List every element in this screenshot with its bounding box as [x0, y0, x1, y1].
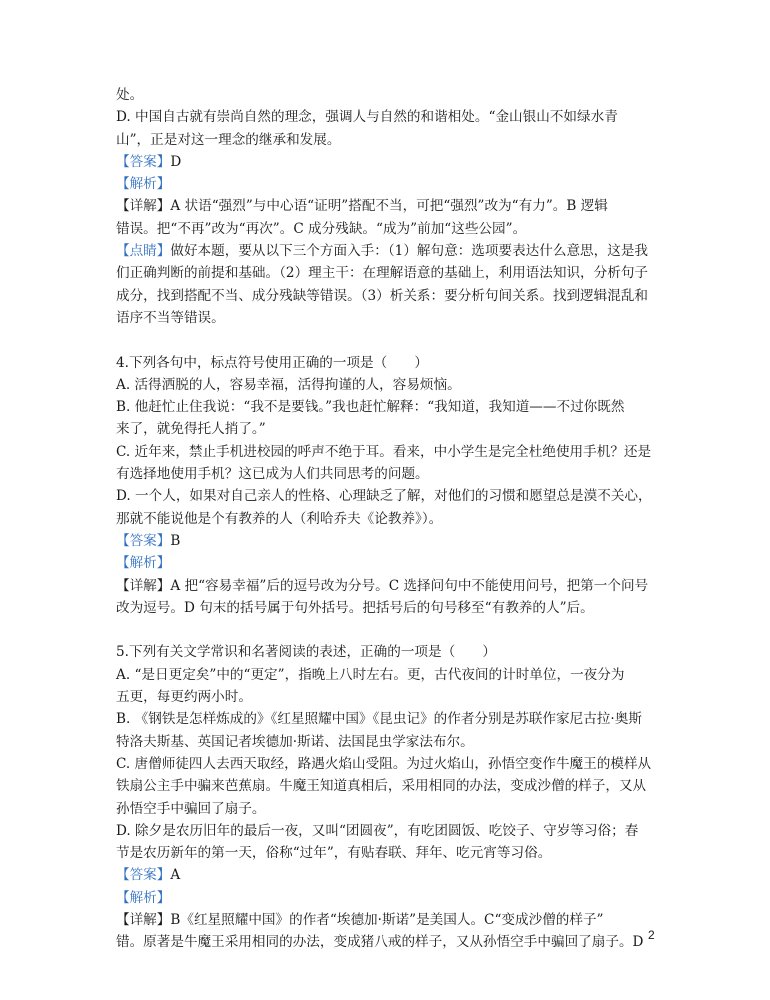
q4-option-b-line2: 来了，就免得托人捎了。” — [116, 421, 266, 438]
q4-option-c-line2: 有选择地使用手机？这已成为人们共同思考的问题。 — [116, 466, 429, 483]
detail-tag: 【详解】 — [116, 577, 171, 594]
q5-answer — [116, 864, 661, 886]
page-number: 2 — [648, 928, 655, 942]
q3-comment-line4: 语序不当等错误。 — [116, 309, 225, 326]
answer-tag: 【答案】 — [116, 867, 171, 884]
q5-option-c-line2: 铁扇公主手中骗来芭蕉扇。牛魔王知道真相后，采用相同的办法，变成沙僧的样子，又从 — [116, 778, 647, 795]
q3-option-d-line1: D. 中国自古就有崇尚自然的理念，强调人与自然的和谐相处。“金山银山不如绿水青 — [116, 109, 618, 126]
q4-detail-line2: 改为逗号。D 句末的括号属于句外括号。把括号后的句号移至“有教养的人”后。 — [116, 599, 594, 616]
q3-detail-line1 — [116, 195, 661, 217]
q3-answer — [116, 151, 661, 173]
spacer — [116, 619, 661, 641]
q5-analysis — [116, 887, 661, 909]
answer-tag: 【答案】 — [116, 532, 171, 549]
q4-analysis — [116, 552, 661, 574]
q5-option-c-line3: 孙悟空手中骗回了扇子。 — [116, 800, 266, 817]
analysis-tag: 【解析】 — [116, 555, 171, 572]
analysis-tag: 【解析】 — [116, 176, 171, 193]
q4-option-a: A. 活得洒脱的人，容易幸福，活得拘谨的人，容易烦恼。 — [116, 376, 461, 393]
comment-tag: 【点睛】 — [116, 243, 171, 260]
comment-text: 做好本题，要从以下三个方面入手：（1）解句意：选项要表达什么意思，这是我 — [170, 243, 649, 260]
q3-option-c-tail: 处。 — [116, 87, 144, 103]
q5-stem: 5.下列有关文学常识和名著阅读的表述，正确的一项是（ ） — [116, 644, 496, 661]
q3-comment-line3: 成分，找到搭配不当、成分残缺等错误。（3）析关系：要分析句间关系。找到逻辑混乱和 — [116, 287, 649, 304]
detail-text: B《红星照耀中国》的作者“埃德加·斯诺”是美国人。C“变成沙僧的样子” — [170, 911, 604, 928]
q3-comment-line2: 们正确判断的前提和基础。（2）理主干：在理解语意的基础上，利用语法知识，分析句子 — [116, 265, 649, 282]
q3-analysis — [116, 173, 661, 195]
document-body — [116, 84, 661, 954]
answer-tag: 【答案】 — [116, 153, 171, 170]
q5-option-d-line2: 节是农历新年的第一天，俗称“过年”，有贴春联、拜年、吃元宵等习俗。 — [116, 845, 552, 862]
q5-option-a-line2: 五更，每更约两小时。 — [116, 689, 252, 706]
q5-option-a-line1: A. “是日更定矣”中的“更定”，指晚上八时左右。更，古代夜间的计时单位，一夜分为 — [116, 666, 625, 683]
q4-option-d-line2: 那就不能说他是个有教养的人（利哈乔夫《论教养》）。 — [116, 510, 443, 527]
analysis-tag: 【解析】 — [116, 889, 171, 906]
q4-stem: 4.下列各句中，标点符号使用正确的一项是（ ） — [116, 354, 429, 371]
q3-detail-line2: 错误。把“不再”改为“再次”。C 成分残缺。“成为”前加“这些公园”。 — [116, 220, 527, 237]
q4-option-d-line1: D. 一个人，如果对自己亲人的性格、心理缺乏了解，对他们的习惯和愿望总是漠不关心， — [116, 488, 652, 505]
detail-tag: 【详解】 — [116, 911, 171, 928]
q4-option-c-line1: C. 近年来，禁止手机进校园的呼声不绝于耳。看来，中小学生是完全杜绝使用手机？还是 — [116, 443, 652, 460]
detail-tag: 【详解】 — [116, 198, 171, 215]
detail-text: A 把“容易幸福”后的逗号改为分号。C 选择问句中不能使用问号，把第一个问号 — [170, 577, 649, 594]
detail-text: A 状语“强烈”与中心语“证明”搭配不当，可把“强烈”改为“有力”。B 逻辑 — [170, 198, 608, 215]
q4-answer — [116, 530, 661, 552]
q5-detail-line1 — [116, 909, 661, 931]
q3-option-d-line2: 山”，正是对这一理念的继承和发展。 — [116, 131, 341, 148]
q5-option-b-line1: B. 《钢铁是怎样炼成的》《红星照耀中国》《昆虫记》的作者分别是苏联作家尼古拉·奥斯 — [116, 711, 642, 728]
answer-value: D — [170, 153, 182, 170]
q4-detail-line1 — [116, 575, 661, 597]
q5-option-b-line2: 特洛夫斯基、英国记者埃德加·斯诺、法国昆虫学家法布尔。 — [116, 733, 474, 750]
answer-value: B — [170, 532, 181, 549]
q5-option-d-line1: D. 除夕是农历旧年的最后一夜，又叫“团圆夜”，有吃团圆饭、吃饺子、守岁等习俗；春 — [116, 822, 639, 839]
q5-detail-line2: 错。原著是牛魔王采用相同的办法，变成猪八戒的样子，又从孙悟空手中骗回了扇子。D — [116, 934, 644, 951]
q3-comment-line1 — [116, 240, 661, 262]
spacer — [116, 329, 661, 351]
q5-option-c-line1: C. 唐僧师徒四人去西天取经，路遇火焰山受阻。为过火焰山，孙悟空变作牛魔王的模样从 — [116, 755, 652, 772]
q4-option-b-line1: B. 他赶忙止住我说：“我不是要钱。”我也赶忙解释：“我知道，我知道——不过你既然 — [116, 399, 625, 416]
answer-value: A — [170, 867, 181, 884]
